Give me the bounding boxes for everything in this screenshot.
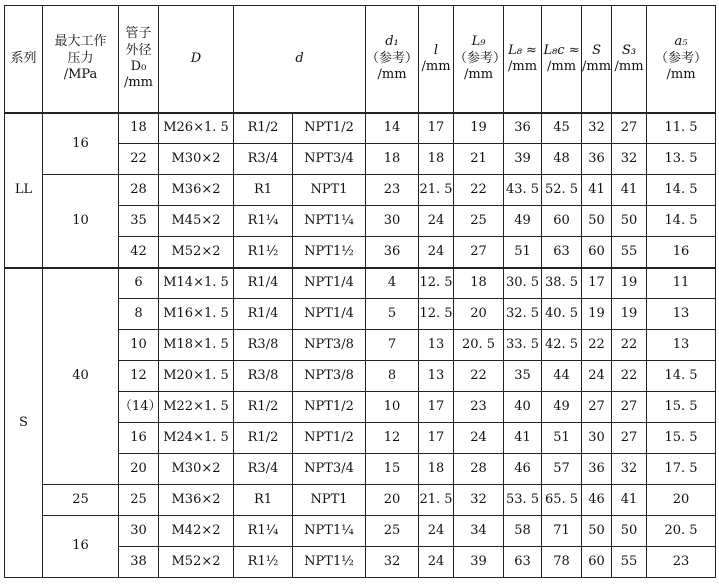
- table-cell: 40. 5: [542, 299, 582, 330]
- table-cell: 14. 5: [647, 361, 716, 392]
- table-cell: 42. 5: [542, 330, 582, 361]
- table-cell: 18: [419, 454, 454, 485]
- table-cell: 27: [454, 237, 504, 268]
- table-cell: 25: [366, 516, 419, 547]
- table-cell: 55: [612, 547, 647, 578]
- table-cell: 19: [612, 299, 647, 330]
- table-row: [5, 516, 716, 547]
- table-cell: 60: [542, 206, 582, 237]
- table-cell: 35: [119, 206, 159, 237]
- table-cell: R1¼: [234, 516, 293, 547]
- table-cell: M52×2: [159, 237, 234, 268]
- pressure-cell: 10: [43, 175, 119, 268]
- table-cell: 48: [542, 144, 582, 175]
- header-D: D: [159, 6, 234, 113]
- table-cell: 20. 5: [454, 330, 504, 361]
- table-cell: 36: [504, 113, 542, 144]
- table-cell: 11: [647, 268, 716, 299]
- table-cell: 24: [454, 423, 504, 454]
- table-cell: 50: [612, 206, 647, 237]
- table-header: [5, 6, 716, 113]
- table-cell: 51: [542, 423, 582, 454]
- table-cell: 13: [419, 361, 454, 392]
- table-cell: 32: [612, 454, 647, 485]
- table-cell: （14）: [119, 392, 159, 423]
- table-body: [5, 113, 716, 578]
- table-cell: R1: [234, 485, 293, 516]
- table-cell: 17: [419, 392, 454, 423]
- table-cell: 50: [582, 516, 612, 547]
- series-cell-ll: LL: [5, 113, 43, 268]
- table-cell: NPT1½: [293, 237, 366, 268]
- table-cell: NPT1: [293, 485, 366, 516]
- table-cell: 32: [582, 113, 612, 144]
- table-cell: 14. 5: [647, 206, 716, 237]
- table-cell: 30: [582, 423, 612, 454]
- table-cell: 8: [366, 361, 419, 392]
- header-tube-od: 管子 外径 D₀ /mm: [119, 6, 159, 113]
- header-d: d: [234, 6, 366, 113]
- table-cell: 10: [366, 392, 419, 423]
- table-cell: M36×2: [159, 175, 234, 206]
- table-cell: 51: [504, 237, 542, 268]
- table-cell: 27: [582, 392, 612, 423]
- table-cell: 33. 5: [504, 330, 542, 361]
- table-cell: 5: [366, 299, 419, 330]
- table-cell: 45: [542, 113, 582, 144]
- table-cell: 21. 5: [419, 485, 454, 516]
- table-cell: 7: [366, 330, 419, 361]
- table-cell: R1: [234, 175, 293, 206]
- table-cell: 28: [454, 454, 504, 485]
- table-cell: 13: [647, 299, 716, 330]
- table-cell: 4: [366, 268, 419, 299]
- table-cell: M20×1. 5: [159, 361, 234, 392]
- header-S: S /mm: [582, 6, 612, 113]
- table-cell: 18: [419, 144, 454, 175]
- table-cell: 11. 5: [647, 113, 716, 144]
- table-cell: 63: [542, 237, 582, 268]
- table-cell: 58: [504, 516, 542, 547]
- table-cell: 36: [582, 144, 612, 175]
- table-cell: 27: [612, 113, 647, 144]
- table-cell: 24: [419, 206, 454, 237]
- table-cell: M26×1. 5: [159, 113, 234, 144]
- table-cell: 41: [504, 423, 542, 454]
- table-cell: 52. 5: [542, 175, 582, 206]
- fitting-dimension-table: [4, 5, 716, 578]
- table-cell: 17: [419, 113, 454, 144]
- table-cell: M18×1. 5: [159, 330, 234, 361]
- header-L9: L₉ （参考） /mm: [454, 6, 504, 113]
- table-cell: NPT1¼: [293, 516, 366, 547]
- table-cell: M30×2: [159, 144, 234, 175]
- table-cell: 25: [454, 206, 504, 237]
- table-row: [5, 485, 716, 516]
- table-cell: M45×2: [159, 206, 234, 237]
- pressure-cell: 40: [43, 268, 119, 485]
- table-cell: NPT1/2: [293, 113, 366, 144]
- table-cell: 20: [647, 485, 716, 516]
- header-a5: a₅ （参考） /mm: [647, 6, 716, 113]
- table-cell: M24×1. 5: [159, 423, 234, 454]
- table-cell: 18: [454, 268, 504, 299]
- table-cell: 39: [504, 144, 542, 175]
- table-cell: NPT1: [293, 175, 366, 206]
- table-cell: 12: [119, 361, 159, 392]
- table-cell: R1¼: [234, 206, 293, 237]
- table-cell: 35: [504, 361, 542, 392]
- table-cell: 17: [419, 423, 454, 454]
- table-cell: 13. 5: [647, 144, 716, 175]
- table-cell: 36: [366, 237, 419, 268]
- table-cell: NPT3/4: [293, 144, 366, 175]
- table-cell: 22: [612, 361, 647, 392]
- table-cell: NPT3/8: [293, 330, 366, 361]
- table-cell: 44: [542, 361, 582, 392]
- table-cell: 57: [542, 454, 582, 485]
- table-cell: M16×1. 5: [159, 299, 234, 330]
- table-cell: 38: [119, 547, 159, 578]
- table-cell: R1/2: [234, 113, 293, 144]
- table-cell: 24: [419, 237, 454, 268]
- pressure-cell: 16: [43, 113, 119, 175]
- table-cell: 14: [366, 113, 419, 144]
- table-cell: 63: [504, 547, 542, 578]
- table-cell: 41: [582, 175, 612, 206]
- table-cell: R1½: [234, 237, 293, 268]
- table-cell: 23: [366, 175, 419, 206]
- header-d1: d₁ （参考） /mm: [366, 6, 419, 113]
- table-cell: 46: [582, 485, 612, 516]
- table-cell: 12. 5: [419, 268, 454, 299]
- header-l: l /mm: [419, 6, 454, 113]
- table-cell: 27: [612, 423, 647, 454]
- table-cell: 17. 5: [647, 454, 716, 485]
- table-cell: 19: [612, 268, 647, 299]
- table-cell: 22: [582, 330, 612, 361]
- table-cell: 15. 5: [647, 423, 716, 454]
- table-cell: 12. 5: [419, 299, 454, 330]
- table-cell: 17: [582, 268, 612, 299]
- table-cell: NPT3/4: [293, 454, 366, 485]
- table-cell: 24: [419, 547, 454, 578]
- table-cell: M36×2: [159, 485, 234, 516]
- header-series: 系列: [5, 6, 43, 113]
- series-cell-s: S: [5, 268, 43, 578]
- table-cell: 20. 5: [647, 516, 716, 547]
- table-cell: 71: [542, 516, 582, 547]
- table-cell: 55: [612, 237, 647, 268]
- table-cell: NPT1/2: [293, 423, 366, 454]
- table-cell: 21: [454, 144, 504, 175]
- table-cell: 10: [119, 330, 159, 361]
- table-cell: NPT3/8: [293, 361, 366, 392]
- header-L8c: L₈c ≈ /mm: [542, 6, 582, 113]
- pressure-cell: 16: [43, 516, 119, 578]
- table-cell: 53. 5: [504, 485, 542, 516]
- table-cell: 27: [612, 392, 647, 423]
- header-L8: L₈ ≈ /mm: [504, 6, 542, 113]
- table-cell: 46: [504, 454, 542, 485]
- table-cell: 28: [119, 175, 159, 206]
- table-cell: 24: [419, 516, 454, 547]
- table-cell: 18: [366, 144, 419, 175]
- table-cell: R1/4: [234, 268, 293, 299]
- table-cell: M14×1. 5: [159, 268, 234, 299]
- table-cell: 18: [119, 113, 159, 144]
- table-cell: R3/8: [234, 361, 293, 392]
- table-cell: R1/2: [234, 423, 293, 454]
- table-cell: 42: [119, 237, 159, 268]
- table-cell: 41: [612, 485, 647, 516]
- table-cell: 50: [582, 206, 612, 237]
- table-cell: 32. 5: [504, 299, 542, 330]
- header-max-pressure: 最大工作 压力 /MPa: [43, 6, 119, 113]
- table-cell: 13: [647, 330, 716, 361]
- table-cell: M42×2: [159, 516, 234, 547]
- table-cell: 36: [582, 454, 612, 485]
- table-cell: 50: [612, 516, 647, 547]
- table-cell: 38. 5: [542, 268, 582, 299]
- table-cell: 16: [647, 237, 716, 268]
- table-cell: 39: [454, 547, 504, 578]
- table-cell: 12: [366, 423, 419, 454]
- table-cell: 22: [612, 330, 647, 361]
- table-cell: 32: [612, 144, 647, 175]
- table-cell: NPT1¼: [293, 206, 366, 237]
- header-S3: S₃ /mm: [612, 6, 647, 113]
- table-row: [5, 268, 716, 299]
- table-cell: R3/4: [234, 454, 293, 485]
- table-cell: 13: [419, 330, 454, 361]
- table-cell: 14. 5: [647, 175, 716, 206]
- table-cell: 19: [454, 113, 504, 144]
- table-cell: 15. 5: [647, 392, 716, 423]
- table-cell: NPT1/4: [293, 299, 366, 330]
- table-cell: 22: [454, 361, 504, 392]
- table-cell: 49: [504, 206, 542, 237]
- table-cell: 30: [366, 206, 419, 237]
- table-cell: 41: [612, 175, 647, 206]
- table-cell: 60: [582, 547, 612, 578]
- table-cell: 24: [582, 361, 612, 392]
- table-cell: 43. 5: [504, 175, 542, 206]
- table-cell: 22: [119, 144, 159, 175]
- table-cell: NPT1½: [293, 547, 366, 578]
- table-cell: 15: [366, 454, 419, 485]
- table-cell: 20: [119, 454, 159, 485]
- table-cell: 34: [454, 516, 504, 547]
- table-row: [5, 175, 716, 206]
- table-cell: 21. 5: [419, 175, 454, 206]
- table-cell: M52×2: [159, 547, 234, 578]
- table-cell: 16: [119, 423, 159, 454]
- table-cell: M30×2: [159, 454, 234, 485]
- table-cell: 49: [542, 392, 582, 423]
- table-cell: 23: [647, 547, 716, 578]
- table-cell: 8: [119, 299, 159, 330]
- table-cell: 30. 5: [504, 268, 542, 299]
- table-cell: 23: [454, 392, 504, 423]
- table-cell: R1/2: [234, 392, 293, 423]
- table-cell: 6: [119, 268, 159, 299]
- table-cell: M22×1. 5: [159, 392, 234, 423]
- table-row: [5, 113, 716, 144]
- table-cell: R1½: [234, 547, 293, 578]
- table-cell: 32: [454, 485, 504, 516]
- table-cell: 25: [119, 485, 159, 516]
- table-cell: 65. 5: [542, 485, 582, 516]
- table-cell: 19: [582, 299, 612, 330]
- table-cell: 22: [454, 175, 504, 206]
- table-cell: R3/8: [234, 330, 293, 361]
- table-cell: R1/4: [234, 299, 293, 330]
- table-cell: 30: [119, 516, 159, 547]
- pressure-cell: 25: [43, 485, 119, 516]
- table-cell: 60: [582, 237, 612, 268]
- table-cell: R3/4: [234, 144, 293, 175]
- table-cell: 40: [504, 392, 542, 423]
- table-cell: NPT1/4: [293, 268, 366, 299]
- table-cell: 78: [542, 547, 582, 578]
- table-cell: 20: [366, 485, 419, 516]
- table-cell: 20: [454, 299, 504, 330]
- table-cell: 32: [366, 547, 419, 578]
- table-cell: NPT1/2: [293, 392, 366, 423]
